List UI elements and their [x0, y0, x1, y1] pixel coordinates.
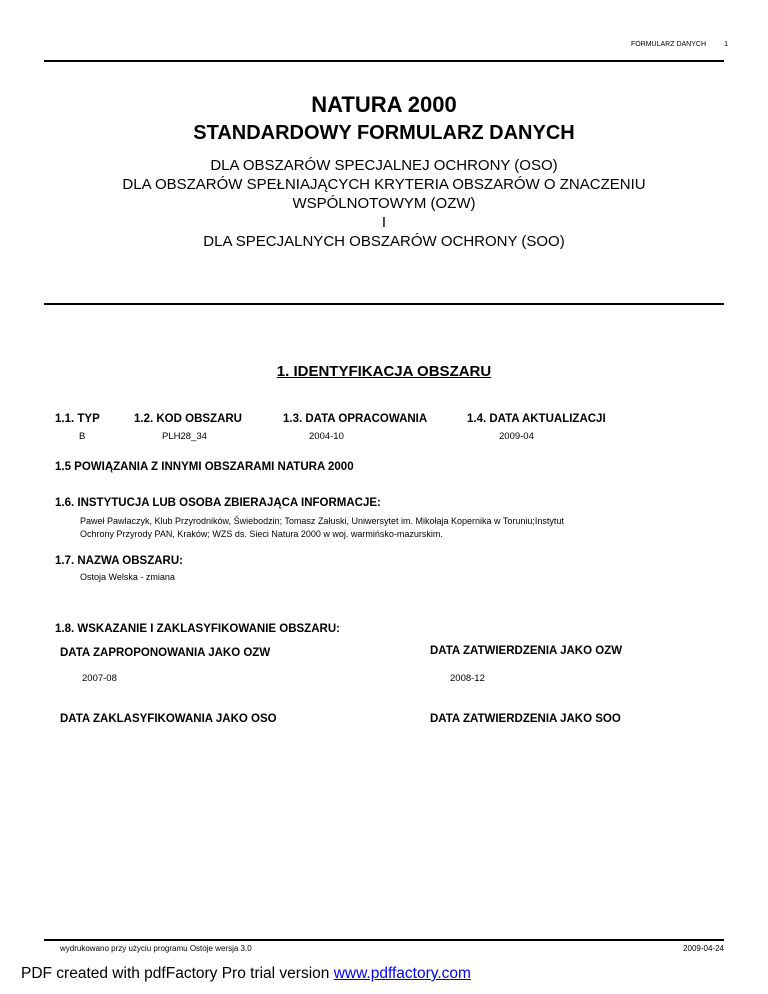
instytucja-line-1: Paweł Pawlaczyk, Klub Przyrodników, Świebodzin; Tomasz Załuski, Uniwersytet im. Mikołaja Kopernika w Toruniu;Instytut: [80, 516, 564, 526]
document-title: NATURA 2000: [311, 92, 457, 117]
kod-label: 1.2. KOD OBSZARU: [134, 413, 242, 425]
powiazania-label: 1.5 POWIĄZANIA Z INNYMI OBSZARAMI NATURA 2000: [55, 461, 354, 473]
subtitle-line-2: DLA OBSZARÓW SPEŁNIAJĄCYCH KRYTERIA OBSZARÓW O ZNACZENIU: [122, 176, 646, 193]
nazwa-label: 1.7. NAZWA OBSZARU:: [55, 555, 183, 567]
kod-value: PLH28_34: [162, 431, 207, 442]
data-zaklasyfikowania-oso-label: DATA ZAKLASYFIKOWANIA JAKO OSO: [60, 713, 277, 725]
subtitle-line-1: DLA OBSZARÓW SPECJALNEJ OCHRONY (OSO): [210, 157, 558, 174]
data-zatwierdzenia-ozw-label: DATA ZATWIERDZENIA JAKO OZW: [430, 645, 623, 657]
footer-note: wydrukowano przy użyciu programu Ostoje wersja 3.0: [60, 944, 252, 953]
data-zaproponowania-label: DATA ZAPROPONOWANIA JAKO OZW: [60, 647, 271, 659]
print-date: 2009-04-24: [683, 944, 724, 953]
title-rule: [44, 303, 724, 305]
data-aktualizacji-label: 1.4. DATA AKTUALIZACJI: [467, 413, 606, 425]
subtitle-line-4: I: [381, 214, 387, 231]
document-subtitle: STANDARDOWY FORMULARZ DANYCH: [193, 122, 575, 144]
nazwa-value: Ostoja Welska - zmiana: [80, 572, 175, 582]
instytucja-label: 1.6. INSTYTUCJA LUB OSOBA ZBIERAJĄCA INFORMACJE:: [55, 497, 381, 509]
subtitle-line-3: WSPÓLNOTOWYM (OZW): [292, 195, 476, 212]
wskazanie-label: 1.8. WSKAZANIE I ZAKLASYFIKOWANIE OBSZARU:: [55, 623, 340, 635]
subtitle-line-5: DLA SPECJALNYCH OBSZARÓW OCHRONY (SOO): [203, 233, 565, 250]
running-header-title: FORMULARZ DANYCH: [630, 41, 706, 48]
data-opracowania-value: 2004-10: [309, 431, 344, 442]
header-rule: [44, 60, 724, 62]
typ-value: B: [79, 431, 86, 442]
pdf-watermark: PDF created with pdfFactory Pro trial version www.pdffactory.com: [21, 965, 471, 982]
data-zatwierdzenia-soo-label: DATA ZATWIERDZENIA JAKO SOO: [430, 713, 621, 725]
footer-rule: [44, 939, 724, 941]
page-number: 1: [724, 41, 728, 48]
typ-label: 1.1. TYP: [55, 413, 100, 425]
data-zaproponowania-value: 2007-08: [82, 673, 117, 684]
data-zatwierdzenia-ozw-value: 2008-12: [450, 673, 485, 684]
section-heading: 1. IDENTYFIKACJA OBSZARU: [276, 363, 492, 380]
pdffactory-link[interactable]: www.pdffactory.com: [333, 965, 471, 982]
data-aktualizacji-value: 2009-04: [499, 431, 534, 442]
instytucja-line-2: Ochrony Przyrody PAN, Kraków; WZS ds. Sieci Natura 2000 w woj. warmińsko-mazurskim.: [80, 529, 443, 539]
data-opracowania-label: 1.3. DATA OPRACOWANIA: [283, 413, 428, 425]
